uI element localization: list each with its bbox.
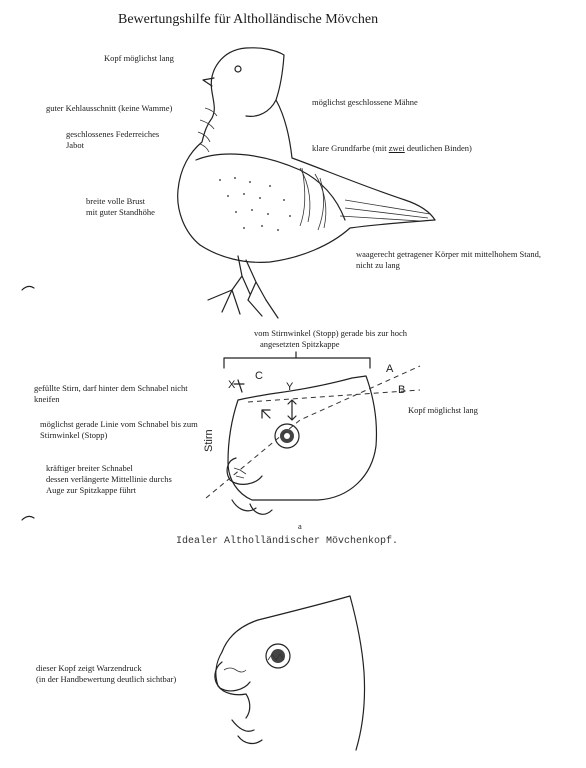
diagram-letter-c: C — [255, 370, 263, 382]
label-schnabel-1: kräftiger breiter Schnabel — [46, 463, 133, 473]
diagram-letter-b: B — [398, 384, 406, 396]
diagram-letter-x: X — [228, 379, 236, 391]
label-warzendruck-1: dieser Kopf zeigt Warzendruck — [36, 663, 142, 673]
diagram-letter-a: A — [386, 363, 394, 375]
label-kopf-lang-2: Kopf möglichst lang — [408, 405, 478, 415]
label-schnabel-3: Auge zur Spitzkappe führt — [46, 485, 136, 495]
diagram-letter-y: Y — [286, 381, 294, 393]
label-stirn-2: kneifen — [34, 394, 60, 404]
label-warzendruck-2: (in der Handbewertung deutlich sichtbar) — [36, 674, 177, 684]
label-grundfarbe: klare Grundfarbe (mit zwei deutlichen Binden) — [312, 143, 472, 153]
ideal-head-diagram — [203, 352, 420, 514]
label-brust-1: breite volle Brust — [86, 196, 146, 206]
diagram-label-stirn: Stirn — [203, 429, 215, 452]
label-koerper-2: nicht zu lang — [356, 260, 400, 270]
label-stirnwinkel-1: vom Stirnwinkel (Stopp) gerade bis zur hoch — [254, 328, 407, 338]
label-kehlausschnitt: guter Kehlausschnitt (keine Wamme) — [46, 103, 173, 113]
figure-caption: Idealer Altholländischer Mövchenkopf. — [176, 536, 399, 547]
label-jabot-1: geschlossenes Federreiches — [66, 129, 160, 139]
pigeon-illustration — [178, 48, 435, 318]
label-kopf-lang: Kopf möglichst lang — [104, 53, 174, 63]
figure-letter: a — [298, 521, 302, 531]
binder-hole-mark-top — [22, 286, 34, 290]
label-koerper-1: waagerecht getragener Körper mit mittelhohem Stand, — [356, 249, 542, 259]
page-title: Bewertungshilfe für Altholländische Mövchen — [118, 12, 379, 27]
label-jabot-2: Jabot — [66, 140, 84, 150]
binder-hole-mark-bottom — [22, 516, 34, 520]
label-stirn-1: gefüllte Stirn, darf hinter dem Schnabel nicht — [34, 383, 188, 393]
label-linie-2: Stirnwinkel (Stopp) — [40, 430, 108, 440]
label-maehne: möglichst geschlossene Mähne — [312, 97, 418, 107]
label-stirnwinkel-2: angesetzten Spitzkappe — [260, 339, 340, 349]
warzen-head-illustration — [215, 596, 365, 750]
label-schnabel-2: dessen verlängerte Mittellinie durchs — [46, 474, 172, 484]
label-linie-1: möglichst gerade Linie vom Schnabel bis zum — [40, 419, 198, 429]
label-brust-2: mit guter Standhöhe — [86, 207, 155, 217]
